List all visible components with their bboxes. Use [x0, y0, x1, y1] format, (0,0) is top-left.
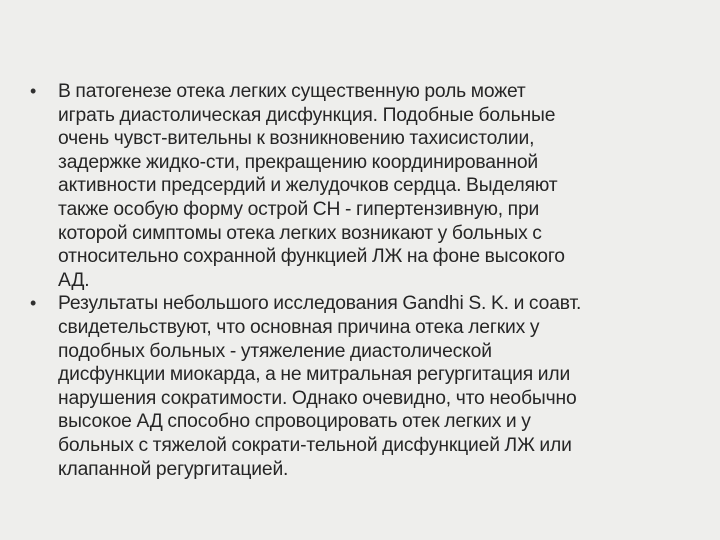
text-line: очень чувст-вительны к возникновению тахисистолии,: [58, 128, 535, 150]
text-line: дисфункции миокарда, а не митральная регургитация или: [58, 364, 571, 386]
bullet-item-1: [28, 80, 698, 292]
text-line: нарушения сократимости. Однако очевидно, что необычно: [58, 387, 577, 409]
text-line: клапанной регургитацией.: [58, 458, 289, 480]
bullet-item-2: [28, 292, 698, 481]
bullet-marker: •: [30, 81, 37, 101]
bullet-text: [58, 80, 698, 292]
text-line: В патогенезе отека легких существенную роль может: [58, 81, 526, 102]
text-line: которой симптомы отека легких возникают у больных с: [58, 222, 542, 244]
bullet-marker: •: [30, 293, 37, 314]
text-line: также особую форму острой СН - гипертензивную, при: [58, 198, 540, 220]
text-line: АД.: [58, 269, 90, 291]
text-line: высокое АД способно спровоцировать отек легких и у: [58, 411, 531, 433]
text-line: подобных больных - утяжеление диастолической: [58, 340, 492, 362]
text-line: свидетельствуют, что основная причина отека легких у: [58, 316, 540, 338]
text-line: относительно сохранной функцией ЛЖ на фоне высокого: [58, 246, 565, 268]
text-line: задержке жидко-сти, прекращению координированной: [58, 151, 539, 173]
text-line: Результаты небольшого исследования Gandhi S. K. и соавт.: [58, 293, 582, 315]
text-line: играть диастолическая дисфункция. Подобные больные: [58, 104, 556, 126]
text-line: активности предсердий и желудочков сердца. Выделяют: [58, 175, 558, 197]
bullet-list: [28, 80, 698, 481]
text-line: больных с тяжелой сократи-тельной дисфункцией ЛЖ или: [58, 434, 572, 456]
bullet-text: [58, 292, 698, 481]
